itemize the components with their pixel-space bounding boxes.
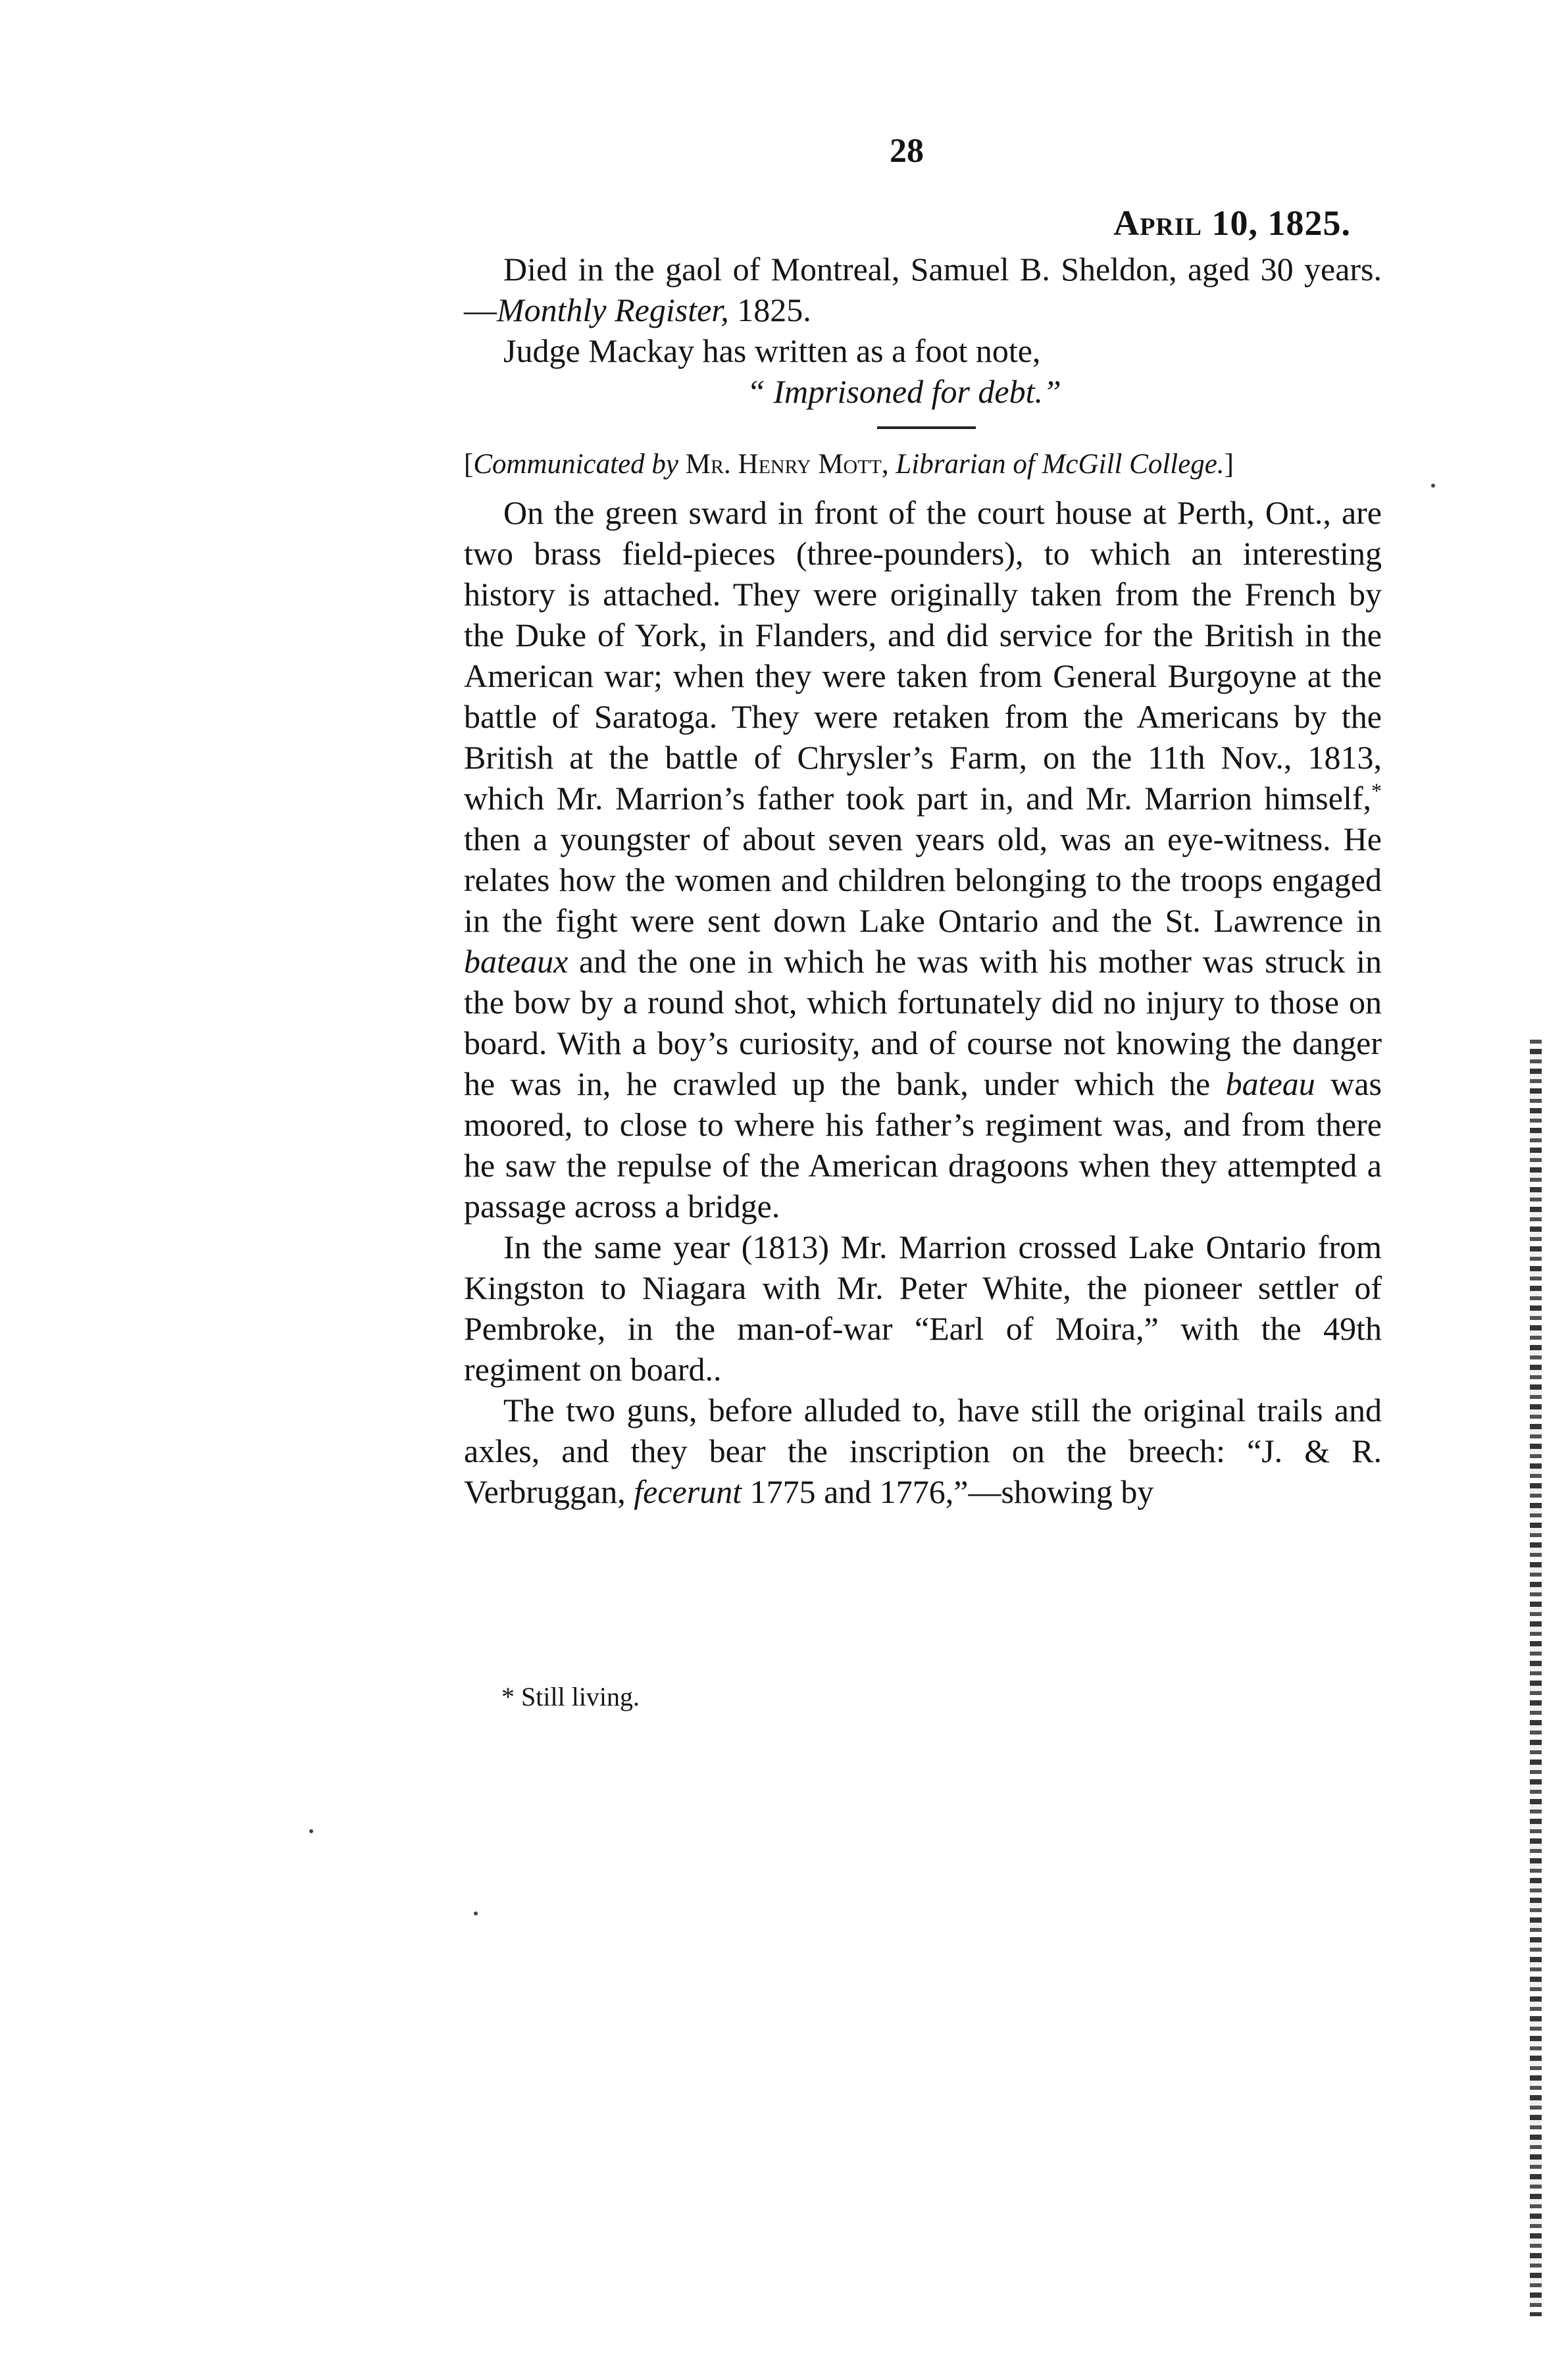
article-paragraph-2: In the same year (1813) Mr. Marrion crossed Lake Ontario from Kingston to Niagara with Mr. Peter White, the pioneer settler of Pembroke, in the man-of-war “Earl of Moira,” with the 49th regiment on board.. (464, 1228, 1382, 1388)
p3-text-a: The two guns, before alluded to, have still the original trails and axles, and they bear the inscription on the breech: “J. & R. Verbruggan, (464, 1392, 1382, 1510)
article-paragraph-1 (464, 492, 1382, 1227)
notice-text: Died in the gaol of Montreal, Samuel B. Sheldon, aged 30 years.— (464, 251, 1382, 328)
p3-text-b: 1775 and 1776,”—showing by (742, 1473, 1154, 1510)
scan-speck (309, 1829, 313, 1833)
scan-speck (474, 1912, 478, 1915)
quote-open: “ (747, 373, 774, 410)
quote-text: Imprisoned for debt. (773, 373, 1044, 410)
notice-paragraph (464, 249, 1382, 330)
article-body (464, 492, 1382, 1512)
footnote: * Still living. (501, 1682, 640, 1711)
p3-fecerunt: fecerunt (634, 1473, 742, 1510)
bracket-open: [ (464, 449, 474, 480)
p1-bateau: bateau (1225, 1065, 1315, 1102)
communicated-label: Communicated by (473, 449, 679, 480)
scan-speck (1431, 484, 1435, 488)
notice-quote (464, 371, 1382, 412)
entry-date (1113, 203, 1351, 243)
p1-text-c: and the one in which he was with his mother was struck in the bow by a round shot, which fortunately did no injury to those on board. With a boy’s curiosity, and of course not knowing the danger he was in, he crawled up the bank, under which the (464, 943, 1382, 1102)
communicated-by-line (464, 444, 1382, 485)
p1-bateaux: bateaux (464, 943, 569, 980)
date-rest: 10, 1825. (1202, 203, 1351, 243)
scan-edge-artifact (1530, 1040, 1542, 2316)
p1-text-b: then a youngster of about seven years old, was an eye-witness. He relates how the women and children belonging to the troops engaged in the fight were sent down Lake Ontario and the St. Lawrence in (464, 821, 1382, 939)
communicator-name: Mr. Henry Mott, (678, 449, 896, 480)
notice-source-year: 1825. (728, 291, 811, 328)
notice-source: Monthly Register, (497, 291, 729, 328)
date-month: April (1113, 203, 1202, 243)
gaol-notice (464, 249, 1382, 412)
bracket-close: ] (1224, 449, 1234, 480)
article-paragraph-3 (464, 1390, 1382, 1512)
section-divider (877, 426, 976, 429)
quote-close: ” (1043, 373, 1061, 410)
footnote-marker: * (1371, 778, 1382, 803)
communicator-title: Librarian of McGill College. (896, 449, 1225, 480)
notice-footnote-remark: Judge Mackay has written as a foot note, (503, 332, 1041, 369)
page-number: 28 (890, 132, 924, 170)
p1-text-d: was moored, to close to where his father’s regiment was, and from there he saw the repulse of the American dragoons when they attempted a passage across a bridge. (464, 1065, 1382, 1225)
p1-text-a: On the green sward in front of the court house at Perth, Ont., are two brass field-pieces (three-pounders), to which an interesting history is attached. They were originally taken from the French by the Duke of York, in Flanders, and did service for the British in the American war; when they were taken from General Burgoyne at the battle of Saratoga. They were retaken from the Americans by the British at the battle of Chrysler’s Farm, on the 11th Nov., 1813, which Mr. Marrion’s father took part in, and Mr. Marrion himself, (464, 494, 1382, 817)
